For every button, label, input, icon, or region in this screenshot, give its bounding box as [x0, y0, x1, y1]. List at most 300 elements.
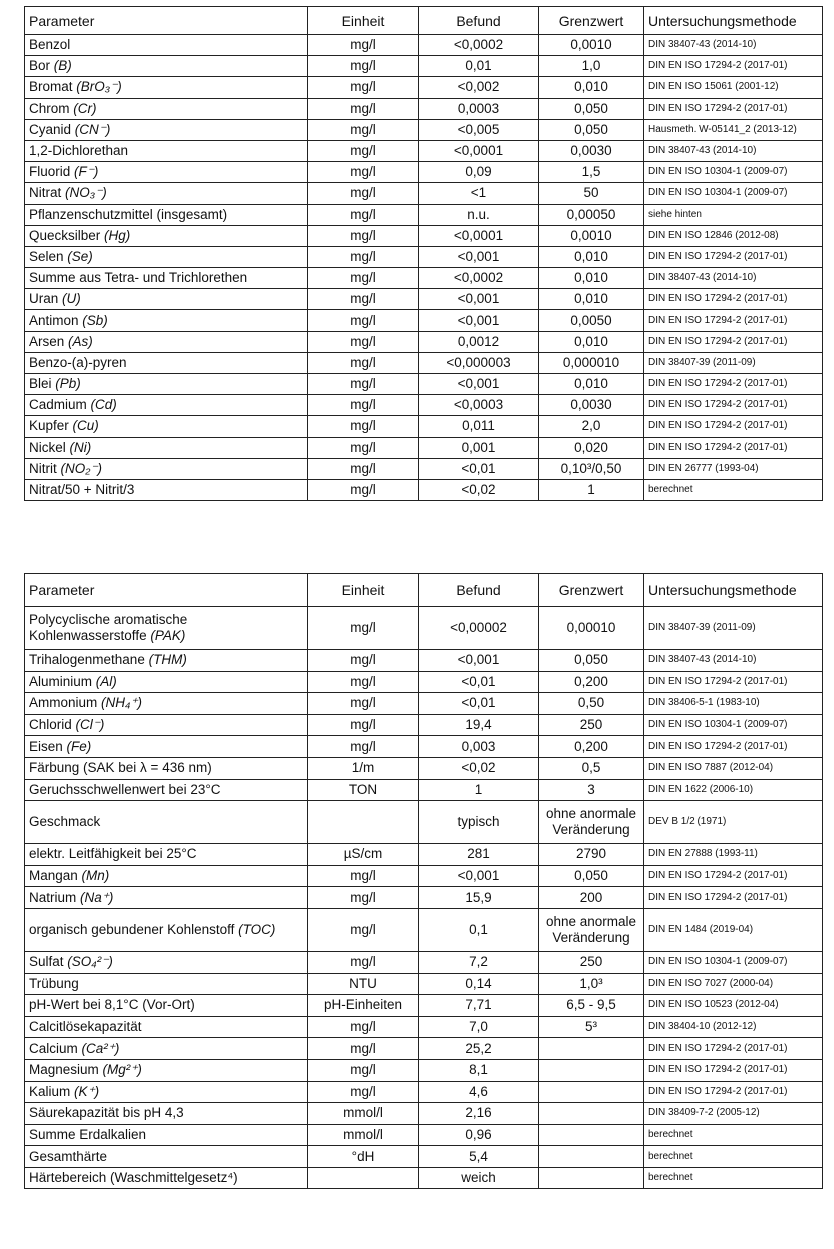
parameter-symbol: (Cu) [72, 418, 99, 434]
table-row [25, 801, 823, 844]
limit-cell: 200 [539, 887, 644, 909]
parameter-name: Natrium [29, 889, 81, 905]
method-cell: DIN EN ISO 10304-1 (2009-07) [644, 951, 823, 973]
parameter-symbol: (PAK) [150, 628, 186, 643]
parameter-cell [25, 757, 308, 779]
result-cell: 2,16 [419, 1103, 539, 1125]
table-row [25, 246, 823, 267]
parameter-cell [25, 35, 308, 56]
parameter-symbol: (NH₄⁺) [101, 695, 143, 711]
method-cell: DIN EN ISO 17294-2 (2017-01) [644, 374, 823, 395]
table-row [25, 1167, 823, 1189]
parameter-cell [25, 995, 308, 1017]
table-row [25, 1059, 823, 1081]
parameter-cell [25, 844, 308, 866]
table-row [25, 374, 823, 395]
table-row [25, 352, 823, 373]
parameter-cell [25, 607, 308, 650]
parameter-name: Antimon [29, 312, 83, 328]
table-row [25, 995, 823, 1017]
result-cell: 0,011 [419, 416, 539, 437]
limit-cell: 0,200 [539, 736, 644, 758]
parameter-symbol: (Hg) [104, 227, 131, 243]
parameter-name: Bromat [29, 79, 77, 95]
parameter-cell [25, 671, 308, 693]
table-row [25, 1124, 823, 1146]
result-cell: 0,003 [419, 736, 539, 758]
unit-cell: mg/l [308, 607, 419, 650]
result-cell: <0,02 [419, 479, 539, 500]
parameter-name: Trihalogenmethane [29, 652, 149, 668]
method-cell: berechnet [644, 1167, 823, 1189]
result-cell: 0,0012 [419, 331, 539, 352]
result-cell: 0,96 [419, 1124, 539, 1146]
table-row [25, 951, 823, 973]
parameter-name: Polycyclische aromatische Kohlenwasserstoffe [29, 612, 188, 643]
unit-cell: mg/l [308, 865, 419, 887]
parameter-name: Selen [29, 248, 68, 264]
method-cell: DIN EN ISO 17294-2 (2017-01) [644, 437, 823, 458]
unit-cell: mg/l [308, 352, 419, 373]
table-row [25, 650, 823, 672]
limit-cell: 0,010 [539, 246, 644, 267]
parameter-symbol: (Pb) [55, 376, 81, 392]
parameter-cell [25, 973, 308, 995]
header-row [25, 7, 823, 35]
parameter-cell [25, 1103, 308, 1125]
table-row [25, 1103, 823, 1125]
table-row [25, 693, 823, 715]
unit-cell: mg/l [308, 951, 419, 973]
unit-cell: mg/l [308, 693, 419, 715]
method-cell: DIN EN ISO 7027 (2000-04) [644, 973, 823, 995]
unit-cell: mg/l [308, 289, 419, 310]
parameter-name: organisch gebundener Kohlenstoff [29, 921, 239, 937]
result-cell: 0,001 [419, 437, 539, 458]
parameter-symbol: (U) [62, 291, 81, 307]
limit-cell: 250 [539, 951, 644, 973]
parameter-cell [25, 1146, 308, 1168]
parameter-name: Kupfer [29, 418, 73, 434]
limit-cell: 0,020 [539, 437, 644, 458]
header-parameter: Parameter [25, 574, 308, 607]
method-cell: DIN EN 1622 (2006-10) [644, 779, 823, 801]
parameter-cell [25, 458, 308, 479]
unit-cell: mg/l [308, 887, 419, 909]
method-cell: DIN 38407-43 (2014-10) [644, 268, 823, 289]
parameter-symbol: (TOC) [238, 921, 276, 937]
table-row [25, 908, 823, 951]
limit-cell: 0,010 [539, 374, 644, 395]
unit-cell: mg/l [308, 416, 419, 437]
limit-cell [539, 1038, 644, 1060]
parameter-symbol: (CN⁻) [74, 121, 111, 137]
result-cell: 7,71 [419, 995, 539, 1017]
parameter-symbol: (Se) [67, 248, 93, 264]
method-cell: DIN EN 1484 (2019-04) [644, 908, 823, 951]
method-cell: DIN EN ISO 17294-2 (2017-01) [644, 246, 823, 267]
table-row [25, 395, 823, 416]
parameter-name: Blei [29, 376, 56, 392]
parameter-cell [25, 374, 308, 395]
parameter-cell [25, 479, 308, 500]
method-cell: DIN EN ISO 17294-2 (2017-01) [644, 865, 823, 887]
parameter-name: Mangan [29, 868, 82, 884]
result-cell: <0,0001 [419, 225, 539, 246]
header-limit: Grenzwert [539, 7, 644, 35]
limit-cell: 0,0010 [539, 35, 644, 56]
parameter-cell [25, 908, 308, 951]
parameter-name: pH-Wert bei 8,1°C (Vor-Ort) [29, 997, 195, 1013]
unit-cell: NTU [308, 973, 419, 995]
limit-cell: 0,050 [539, 650, 644, 672]
parameter-symbol: (Fe) [66, 738, 92, 754]
limit-cell: 250 [539, 714, 644, 736]
table-row [25, 437, 823, 458]
result-cell: 8,1 [419, 1059, 539, 1081]
method-cell: DEV B 1/2 (1971) [644, 801, 823, 844]
table-row [25, 119, 823, 140]
result-cell: 15,9 [419, 887, 539, 909]
parameter-cell [25, 1038, 308, 1060]
method-cell: berechnet [644, 479, 823, 500]
header-limit: Grenzwert [539, 574, 644, 607]
method-cell: DIN EN ISO 17294-2 (2017-01) [644, 671, 823, 693]
parameter-name: Fluorid [29, 164, 75, 180]
result-cell: 1 [419, 779, 539, 801]
method-cell: DIN EN ISO 15061 (2001-12) [644, 77, 823, 98]
parameter-name: Calcitlösekapazität [29, 1019, 142, 1035]
parameter-symbol: (F⁻) [74, 164, 99, 180]
table-row [25, 671, 823, 693]
parameter-name: Nitrit [29, 460, 61, 476]
parameter-symbol: (Mn) [81, 868, 110, 884]
parameter-name: Nitrat [29, 185, 66, 201]
method-cell: DIN EN ISO 17294-2 (2017-01) [644, 887, 823, 909]
parameter-name: Gesamthärte [29, 1148, 108, 1164]
unit-cell [308, 1167, 419, 1189]
method-cell: DIN 38409-7-2 (2005-12) [644, 1103, 823, 1125]
limit-cell: 0,0050 [539, 310, 644, 331]
method-cell: DIN EN 26777 (1993-04) [644, 458, 823, 479]
unit-cell: mg/l [308, 1081, 419, 1103]
parameter-table-2 [24, 573, 823, 1189]
limit-cell: 0,000010 [539, 352, 644, 373]
limit-cell: ohne anormale Veränderung [539, 908, 644, 951]
parameter-cell [25, 119, 308, 140]
parameter-name: Uran [29, 291, 63, 307]
parameter-name: Härtebereich (Waschmittelgesetz⁴) [29, 1170, 238, 1186]
parameter-name: Cadmium [29, 397, 91, 413]
result-cell: 4,6 [419, 1081, 539, 1103]
method-cell: DIN EN ISO 17294-2 (2017-01) [644, 56, 823, 77]
header-method: Untersuchungsmethode [644, 7, 823, 35]
table-row [25, 204, 823, 225]
table-row [25, 757, 823, 779]
header-unit: Einheit [308, 574, 419, 607]
parameter-name: Nickel [29, 439, 70, 455]
parameter-cell [25, 225, 308, 246]
method-cell: DIN EN ISO 17294-2 (2017-01) [644, 310, 823, 331]
parameter-name: Aluminium [29, 673, 96, 689]
table-row [25, 973, 823, 995]
limit-cell: 50 [539, 183, 644, 204]
method-cell: DIN EN ISO 10304-1 (2009-07) [644, 183, 823, 204]
limit-cell: 0,0010 [539, 225, 644, 246]
parameter-cell [25, 310, 308, 331]
parameter-cell [25, 865, 308, 887]
parameter-cell [25, 1081, 308, 1103]
unit-cell: mg/l [308, 35, 419, 56]
result-cell: <0,01 [419, 671, 539, 693]
limit-cell: 6,5 - 9,5 [539, 995, 644, 1017]
parameter-symbol: (NO₃⁻) [65, 185, 107, 201]
parameter-symbol: (B) [53, 58, 72, 74]
method-cell: DIN EN ISO 17294-2 (2017-01) [644, 395, 823, 416]
unit-cell: mg/l [308, 374, 419, 395]
parameter-name: Magnesium [29, 1062, 103, 1078]
table-row [25, 289, 823, 310]
limit-cell [539, 1059, 644, 1081]
header-row [25, 574, 823, 607]
table-row [25, 865, 823, 887]
result-cell: 0,09 [419, 162, 539, 183]
parameter-name: Chlorid [29, 717, 76, 733]
method-cell: berechnet [644, 1124, 823, 1146]
parameter-name: Benzol [29, 37, 71, 53]
result-cell: <0,01 [419, 693, 539, 715]
method-cell: DIN 38407-43 (2014-10) [644, 140, 823, 161]
header-result: Befund [419, 7, 539, 35]
table-row [25, 183, 823, 204]
parameter-name: Sulfat [29, 954, 68, 970]
limit-cell: 1,5 [539, 162, 644, 183]
table-row [25, 140, 823, 161]
result-cell: <0,001 [419, 310, 539, 331]
result-cell: weich [419, 1167, 539, 1189]
result-cell: <0,002 [419, 77, 539, 98]
result-cell: 281 [419, 844, 539, 866]
parameter-cell [25, 801, 308, 844]
parameter-symbol: (Mg²⁺) [102, 1062, 142, 1078]
method-cell: DIN 38404-10 (2012-12) [644, 1016, 823, 1038]
parameter-symbol: (THM) [148, 652, 187, 668]
parameter-cell [25, 98, 308, 119]
result-cell: 25,2 [419, 1038, 539, 1060]
limit-cell [539, 1103, 644, 1125]
method-cell: DIN EN ISO 10304-1 (2009-07) [644, 162, 823, 183]
header-parameter: Parameter [25, 7, 308, 35]
result-cell: n.u. [419, 204, 539, 225]
unit-cell: mg/l [308, 162, 419, 183]
unit-cell: mg/l [308, 204, 419, 225]
unit-cell: °dH [308, 1146, 419, 1168]
parameter-name: Summe aus Tetra- und Trichlorethen [29, 270, 248, 286]
method-cell: DIN EN ISO 17294-2 (2017-01) [644, 1038, 823, 1060]
parameter-cell [25, 77, 308, 98]
parameter-symbol: (Sb) [82, 312, 108, 328]
parameter-name: Eisen [29, 738, 67, 754]
parameter-name: Calcium [29, 1040, 82, 1056]
limit-cell: 0,010 [539, 77, 644, 98]
parameter-cell [25, 1167, 308, 1189]
parameter-cell [25, 204, 308, 225]
method-cell: DIN 38407-39 (2011-09) [644, 352, 823, 373]
parameter-name: Färbung (SAK bei λ = 436 nm) [29, 760, 212, 776]
parameter-cell [25, 736, 308, 758]
unit-cell: mmol/l [308, 1103, 419, 1125]
result-cell: 0,1 [419, 908, 539, 951]
method-cell: DIN EN ISO 10523 (2012-04) [644, 995, 823, 1017]
result-cell: 0,14 [419, 973, 539, 995]
parameter-symbol: (Cr) [73, 100, 97, 116]
parameter-cell [25, 140, 308, 161]
parameter-cell [25, 1059, 308, 1081]
parameter-table-1 [24, 6, 823, 501]
parameter-name: Nitrat/50 + Nitrit/3 [29, 482, 135, 498]
limit-cell: 1 [539, 479, 644, 500]
parameter-name: Pflanzenschutzmittel (insgesamt) [29, 206, 228, 222]
limit-cell [539, 1081, 644, 1103]
parameter-symbol: (BrO₃⁻) [76, 79, 122, 95]
limit-cell: 0,00050 [539, 204, 644, 225]
parameter-cell [25, 56, 308, 77]
unit-cell: TON [308, 779, 419, 801]
limit-cell: 0,50 [539, 693, 644, 715]
parameter-cell [25, 951, 308, 973]
method-cell: DIN 38407-39 (2011-09) [644, 607, 823, 650]
unit-cell: mg/l [308, 908, 419, 951]
parameter-cell [25, 268, 308, 289]
result-cell: <0,000003 [419, 352, 539, 373]
result-cell: 7,2 [419, 951, 539, 973]
limit-cell: 0,0030 [539, 140, 644, 161]
unit-cell: mg/l [308, 395, 419, 416]
method-cell: DIN EN ISO 10304-1 (2009-07) [644, 714, 823, 736]
unit-cell: mg/l [308, 736, 419, 758]
unit-cell: mg/l [308, 56, 419, 77]
unit-cell: mg/l [308, 671, 419, 693]
table-row [25, 1016, 823, 1038]
parameter-name: Geschmack [29, 814, 101, 830]
result-cell: 19,4 [419, 714, 539, 736]
parameter-cell [25, 331, 308, 352]
table-row [25, 416, 823, 437]
parameter-symbol: (Na⁺) [80, 889, 114, 905]
result-cell: <0,001 [419, 289, 539, 310]
limit-cell: 0,10³/0,50 [539, 458, 644, 479]
parameter-symbol: (Ni) [69, 439, 92, 455]
parameter-cell [25, 289, 308, 310]
table-row [25, 56, 823, 77]
parameter-name: Arsen [29, 333, 69, 349]
table-row [25, 607, 823, 650]
method-cell: DIN EN 27888 (1993-11) [644, 844, 823, 866]
parameter-cell [25, 650, 308, 672]
table-row [25, 1146, 823, 1168]
unit-cell: mg/l [308, 458, 419, 479]
parameter-name: Benzo-(a)-pyren [29, 354, 127, 370]
parameter-symbol: (Cd) [90, 397, 117, 413]
parameter-cell [25, 714, 308, 736]
parameter-name: Summe Erdalkalien [29, 1126, 147, 1142]
limit-cell: ohne anormale Veränderung [539, 801, 644, 844]
parameter-cell [25, 246, 308, 267]
parameter-name: Kalium [29, 1083, 75, 1099]
limit-cell: 0,010 [539, 331, 644, 352]
table-row [25, 98, 823, 119]
limit-cell: 0,050 [539, 98, 644, 119]
table-row [25, 162, 823, 183]
parameter-name: Ammonium [29, 695, 102, 711]
unit-cell: mg/l [308, 268, 419, 289]
unit-cell: mmol/l [308, 1124, 419, 1146]
limit-cell: 0,010 [539, 268, 644, 289]
method-cell: berechnet [644, 1146, 823, 1168]
parameter-cell [25, 1016, 308, 1038]
unit-cell: mg/l [308, 650, 419, 672]
limit-cell [539, 1167, 644, 1189]
parameter-name: Bor [29, 58, 54, 74]
limit-cell: 0,00010 [539, 607, 644, 650]
table-row [25, 225, 823, 246]
unit-cell: mg/l [308, 479, 419, 500]
parameter-cell [25, 183, 308, 204]
table-row [25, 77, 823, 98]
parameter-name: Chrom [29, 100, 74, 116]
table-row [25, 1038, 823, 1060]
unit-cell: mg/l [308, 77, 419, 98]
method-cell: DIN EN ISO 7887 (2012-04) [644, 757, 823, 779]
method-cell: DIN 38406-5-1 (1983-10) [644, 693, 823, 715]
method-cell: DIN EN ISO 17294-2 (2017-01) [644, 416, 823, 437]
method-cell: DIN EN ISO 12846 (2012-08) [644, 225, 823, 246]
table-row [25, 844, 823, 866]
parameter-name: Säurekapazität bis pH 4,3 [29, 1105, 184, 1121]
method-cell: DIN EN ISO 17294-2 (2017-01) [644, 736, 823, 758]
parameter-symbol: (Cl⁻) [75, 717, 105, 733]
parameter-name: Trübung [29, 975, 79, 991]
table-row [25, 736, 823, 758]
limit-cell [539, 1146, 644, 1168]
limit-cell: 0,050 [539, 865, 644, 887]
result-cell: 7,0 [419, 1016, 539, 1038]
result-cell: <0,0001 [419, 140, 539, 161]
result-cell: <0,00002 [419, 607, 539, 650]
parameter-cell [25, 352, 308, 373]
parameter-symbol: (As) [68, 333, 93, 349]
parameter-name: Quecksilber [29, 227, 105, 243]
parameter-symbol: (NO₂⁻) [60, 460, 103, 476]
method-cell: siehe hinten [644, 204, 823, 225]
result-cell: <0,001 [419, 865, 539, 887]
table-row [25, 714, 823, 736]
parameter-name: 1,2-Dichlorethan [29, 143, 129, 159]
limit-cell: 0,5 [539, 757, 644, 779]
result-cell: 0,01 [419, 56, 539, 77]
limit-cell: 0,0030 [539, 395, 644, 416]
table-row [25, 268, 823, 289]
parameter-name: Cyanid [29, 121, 75, 137]
method-cell: DIN EN ISO 17294-2 (2017-01) [644, 331, 823, 352]
unit-cell: mg/l [308, 183, 419, 204]
result-cell: <0,0002 [419, 268, 539, 289]
result-cell: <0,0002 [419, 35, 539, 56]
table-row [25, 1081, 823, 1103]
table-row [25, 35, 823, 56]
limit-cell: 2,0 [539, 416, 644, 437]
parameter-symbol: (SO₄²⁻) [67, 954, 113, 970]
